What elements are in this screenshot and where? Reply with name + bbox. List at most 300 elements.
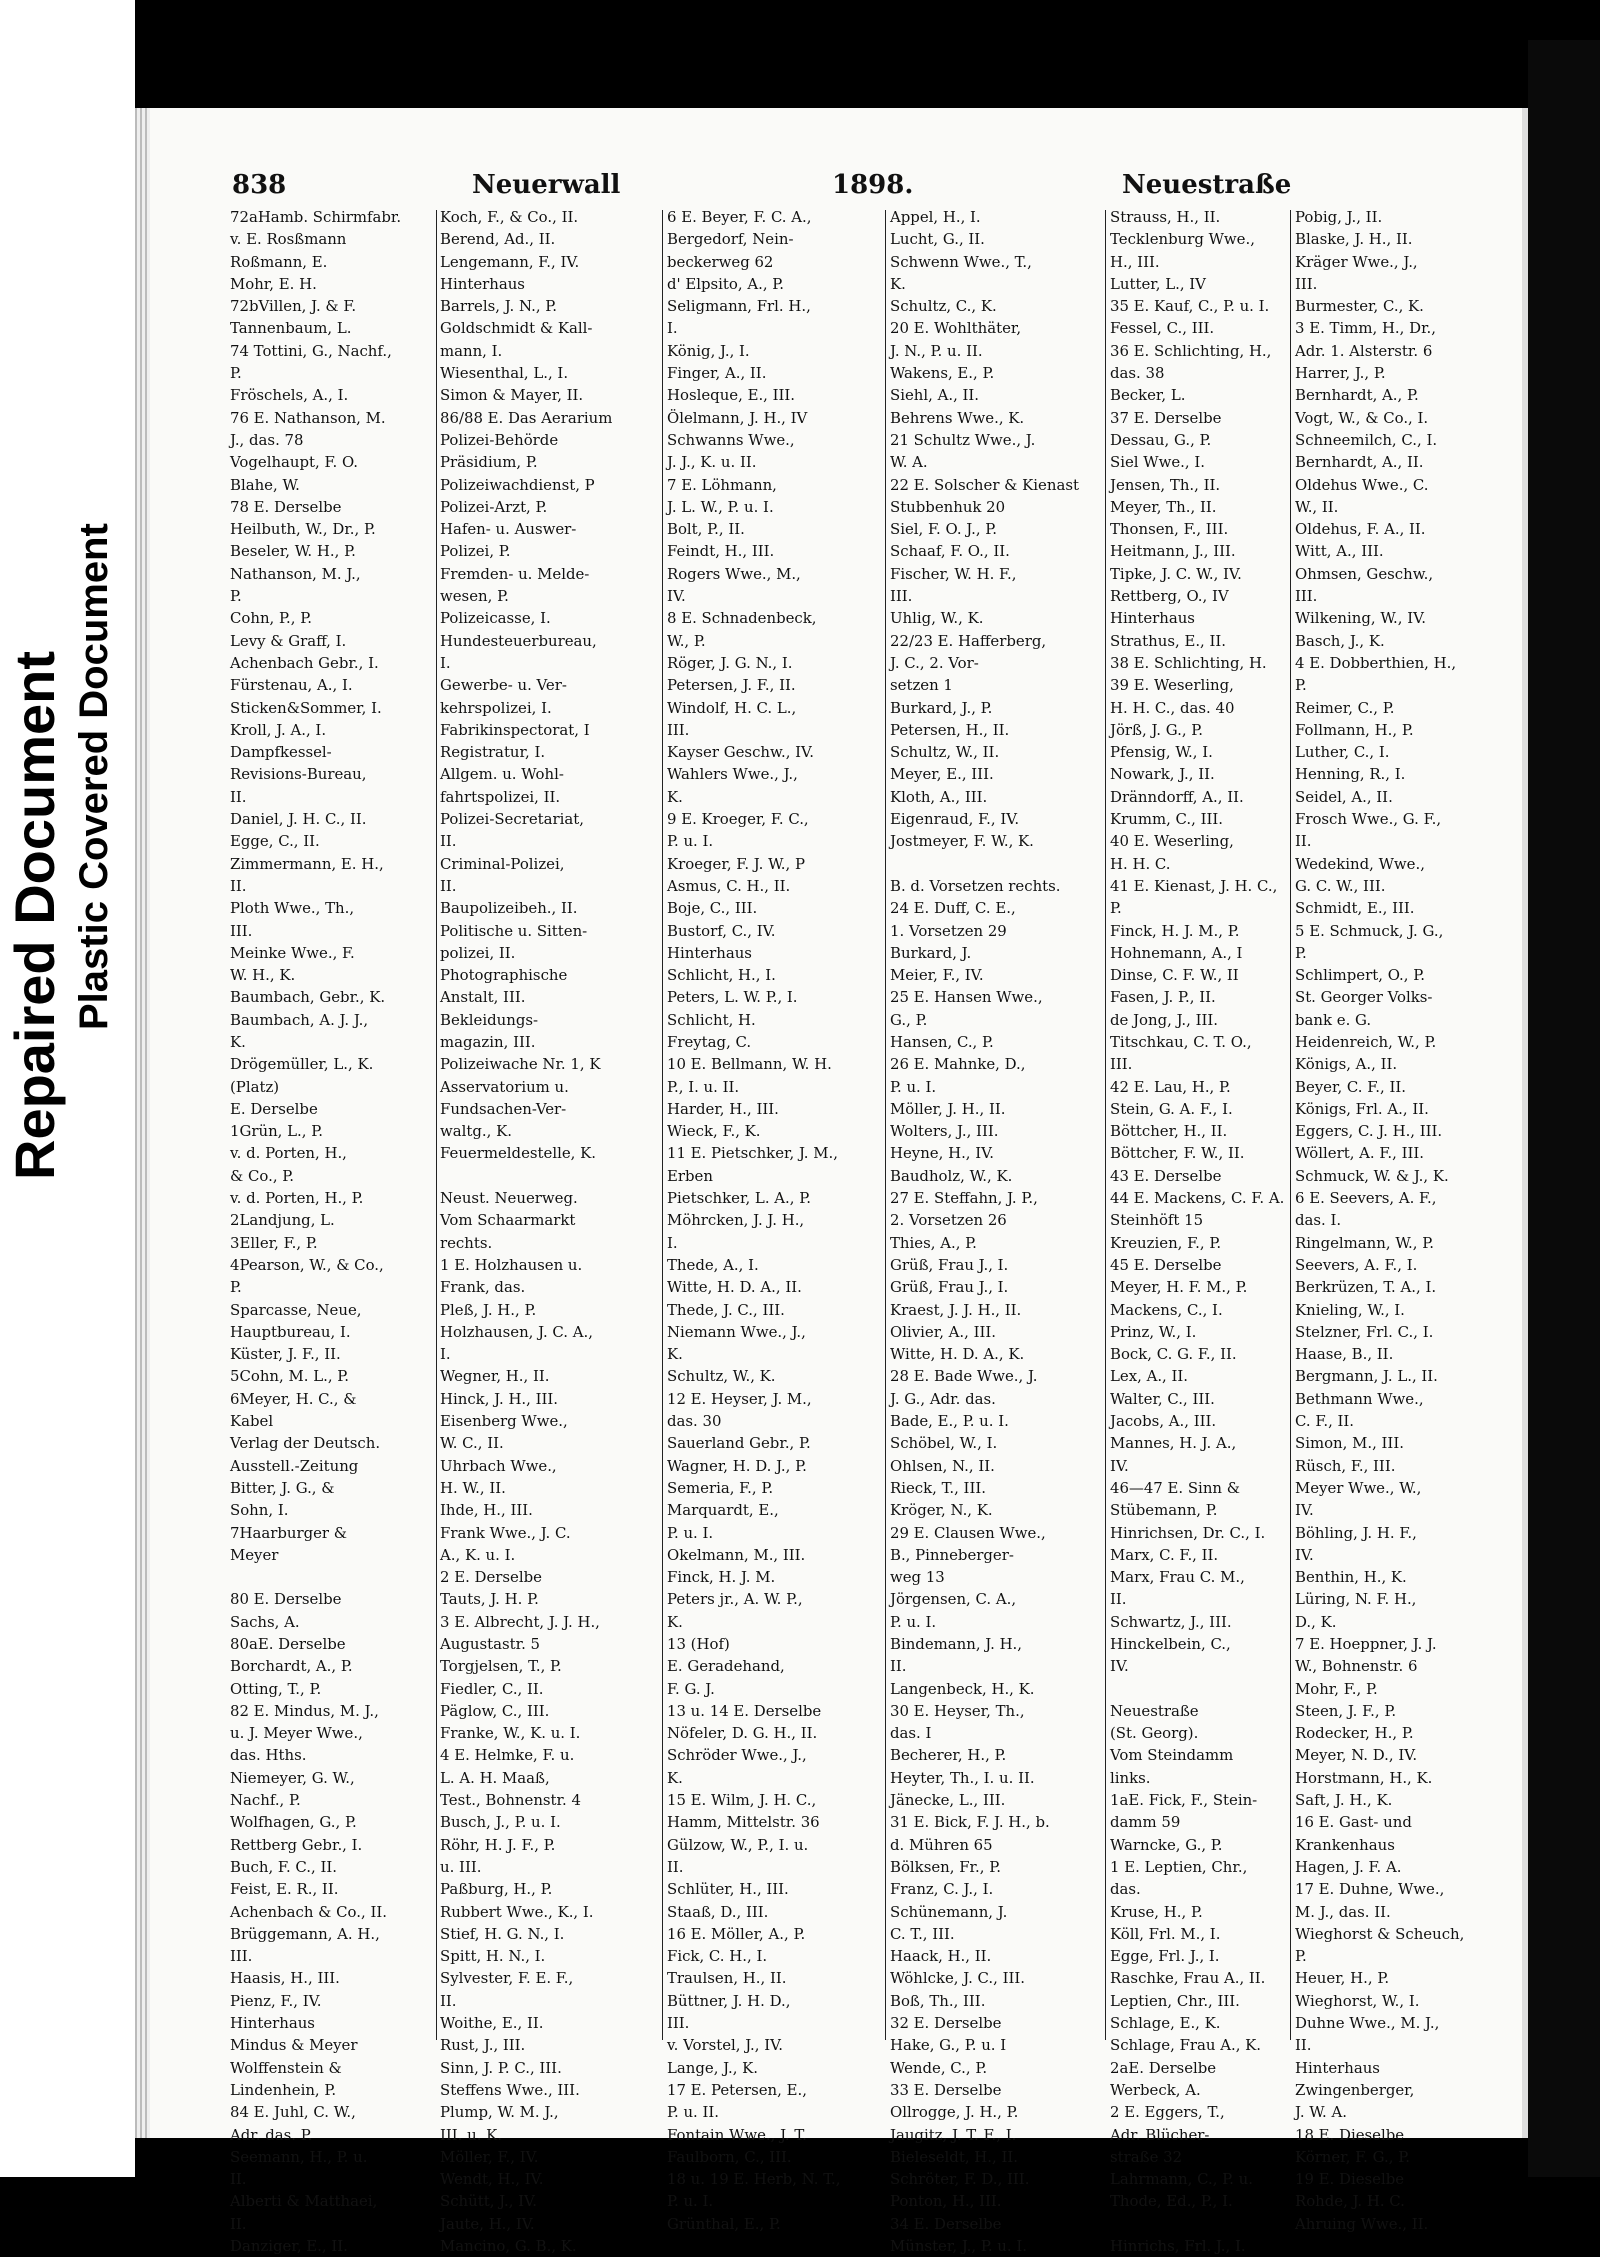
directory-entry-line: Finck, H. J. M., P. <box>1110 921 1240 940</box>
directory-entry-line: Rodecker, H., P. <box>1295 1724 1414 1743</box>
directory-entry-line: C. F., II. <box>1295 1412 1355 1431</box>
directory-entry-line: 82 E. Mindus, M. J., <box>230 1701 379 1720</box>
directory-entry-line: Langenbeck, H., K. <box>890 1679 1035 1698</box>
directory-entry-line: Ollrogge, J. H., P. <box>890 2103 1019 2122</box>
directory-entry-line: Duhne Wwe., M. J., <box>1295 2014 1440 2033</box>
directory-entry-line: Bindemann, J. H., <box>890 1635 1023 1653</box>
directory-entry-line: Schwartz, J., III. <box>1110 1612 1232 1631</box>
directory-entry-line: Möhrcken, J. J. H., <box>667 1211 805 1230</box>
directory-entry-line: Rogers Wwe., M., <box>667 564 801 583</box>
directory-entry-line: das. 38 <box>1110 364 1165 383</box>
directory-entry-line: Siehl, A., II. <box>890 386 980 405</box>
directory-entry-line: 76 E. Nathanson, M. <box>230 408 386 427</box>
directory-entry-line: Fundsachen-Ver- <box>440 1099 567 1118</box>
directory-entry-line: Siel, F. O. J., P. <box>890 520 998 539</box>
directory-entry-line: v. Vorstel, J., IV. <box>667 2036 784 2055</box>
directory-entry-line: 86/88 E. Das Aerarium <box>440 408 613 427</box>
directory-entry-line: Schröter, F. D., III. <box>890 2170 1030 2189</box>
directory-entry-line: 80aE. Derselbe <box>230 1635 346 1653</box>
directory-entry-line: Schlicht, H., I. <box>667 966 776 985</box>
directory-entry-line: J. L. W., P. u. I. <box>667 497 774 516</box>
directory-entry-line: 72bVillen, J. & F. <box>230 297 357 316</box>
directory-entry-line: Haase, B., II. <box>1295 1345 1394 1364</box>
directory-entry-line: Koch, F., & Co., II. <box>440 208 579 226</box>
directory-entry-line: 38 E. Schlichting, H. <box>1110 653 1267 672</box>
directory-entry-line: Anstalt, III. <box>440 988 526 1007</box>
directory-entry-line: K. <box>667 1768 683 1787</box>
directory-entry-line: Hinterhaus <box>230 2014 315 2033</box>
directory-entry-line: Hinterhaus <box>1110 609 1195 628</box>
directory-entry-line: Hansen, C., P. <box>890 1032 994 1051</box>
directory-entry-line: II. <box>1295 832 1312 851</box>
column-rule <box>885 210 886 2040</box>
directory-entry-line: Bustorf, C., IV. <box>667 921 776 940</box>
directory-entry-line: Witte, H. D. A., K. <box>890 1345 1025 1364</box>
directory-entry-line: Königs, Frl. A., II. <box>1295 1099 1429 1118</box>
directory-entry-line: Mancino, G. B., K. <box>440 2237 577 2256</box>
directory-entry-line: 5 E. Schmuck, J. G., <box>1295 921 1444 940</box>
directory-entry-line: Windolf, H. C. L., <box>667 698 797 717</box>
directory-entry-line: 3Eller, F., P. <box>230 1233 318 1252</box>
directory-entry-line: 1Grün, L., P. <box>230 1122 323 1141</box>
directory-entry-line: Augustastr. 5 <box>440 1635 541 1653</box>
directory-entry-line: Adr. 1. Alsterstr. 6 <box>1295 341 1433 360</box>
directory-entry-line: E. Derselbe <box>230 1099 318 1118</box>
directory-entry-line: Polizei, P. <box>440 542 511 561</box>
directory-entry-line: Tannenbaum, L. <box>230 319 352 338</box>
directory-entry-line: Wagner, H. D. J., P. <box>667 1456 807 1475</box>
directory-entry-line: B., Pinneberger- <box>890 1545 1014 1564</box>
directory-entry-line: Sylvester, F. E. F., <box>440 1969 574 1988</box>
directory-entry-line: Wegner, H., II. <box>440 1367 550 1386</box>
directory-entry-line: Wolters, J., III. <box>890 1122 999 1141</box>
directory-entry-line: rechts. <box>440 1233 493 1252</box>
directory-entry-line: Vom Schaarmarkt <box>440 1211 576 1230</box>
directory-entry-line: K. <box>667 1612 683 1631</box>
directory-entry-line: Burkard, J., P. <box>890 698 993 717</box>
directory-entry-line: Wakens, E., P. <box>890 364 995 383</box>
directory-entry-line: 72aHamb. Schirmfabr. <box>230 208 402 226</box>
directory-entry-line: Faulborn, C., III. <box>667 2147 792 2166</box>
directory-entry-line: Verlag der Deutsch. <box>230 1434 381 1453</box>
directory-entry-line: W., P. <box>667 631 706 650</box>
directory-entry-line: Fontain Wwe., J. T. <box>667 2125 807 2144</box>
directory-entry-line: das. <box>1110 1880 1141 1899</box>
directory-entry-line: 16 E. Möller, A., P. <box>667 1924 806 1943</box>
directory-entry-line: Marquardt, E., <box>667 1501 779 1520</box>
directory-entry-line: Jaugitz, J. T. F., I. <box>890 2125 1017 2144</box>
directory-entry-line: Brüggemann, A. H., <box>230 1924 380 1943</box>
directory-entry-line: Blaske, J. H., II. <box>1295 230 1413 249</box>
directory-entry-line: Heitmann, J., III. <box>1110 542 1236 561</box>
directory-entry-line: A., K. u. I. <box>440 1545 516 1564</box>
directory-entry-line: Achenbach & Co., II. <box>230 1902 387 1921</box>
directory-entry-line: Hamm, Mittelstr. 36 <box>667 1813 820 1832</box>
directory-entry-line: Königs, A., II. <box>1295 1055 1398 1074</box>
directory-entry-line: III. <box>667 720 690 739</box>
directory-entry-line: Hake, G., P. u. I <box>890 2036 1007 2055</box>
directory-entry-line: W. A. <box>890 453 928 472</box>
directory-entry-line: Heuer, H., P. <box>1295 1969 1390 1988</box>
directory-entry-line: 2Landjung, L. <box>230 1211 335 1230</box>
directory-entry-line: Fasen, J. P., II. <box>1110 988 1216 1007</box>
directory-entry-line: Haack, H., II. <box>890 1947 992 1966</box>
directory-entry-line: das. 30 <box>667 1412 722 1431</box>
directory-entry-line: Fessel, C., III. <box>1110 319 1215 338</box>
directory-entry-line: 7 E. Löhmann, <box>667 475 777 494</box>
directory-entry-line: Niemeyer, G. W., <box>230 1768 355 1787</box>
directory-entry-line: P. <box>230 587 242 606</box>
directory-entry-line: 42 E. Lau, H., P. <box>1110 1077 1231 1096</box>
directory-entry-line: Ringelmann, W., P. <box>1295 1233 1434 1252</box>
directory-entry-line: Roßmann, E. <box>230 252 328 271</box>
directory-entry-line: Schlüter, H., III. <box>667 1880 789 1899</box>
directory-entry-line: Jörgensen, C. A., <box>890 1590 1017 1609</box>
directory-entry-line: Harder, H., III. <box>667 1099 779 1118</box>
directory-entry-line: 4 E. Dobberthien, H., <box>1295 653 1457 672</box>
directory-entry-line: Krumm, C., III. <box>1110 810 1223 829</box>
directory-entry-line: III. <box>667 2014 690 2033</box>
directory-entry-line: Beseler, W. H., P. <box>230 542 356 561</box>
directory-entry-line: II. <box>440 876 457 895</box>
directory-entry-line: H. H. C. <box>1110 854 1171 873</box>
directory-entry-line: 18 u. 19 E. Herb, N. T., <box>667 2170 841 2189</box>
directory-entry-line: 39 E. Weserling, <box>1110 676 1234 695</box>
directory-entry-line: Kraest, J. J. H., II. <box>890 1300 1022 1319</box>
directory-entry-line: Peters, L. W. P., I. <box>667 988 798 1007</box>
directory-entry-line: v. d. Porten, H., <box>230 1144 347 1163</box>
directory-entry-line: III. <box>1295 587 1318 606</box>
directory-entry-line: 5Cohn, M. L., P. <box>230 1367 350 1386</box>
directory-entry-line: Lengemann, F., IV. <box>440 252 580 271</box>
directory-entry-line: Hundesteuerbureau, <box>440 631 597 650</box>
directory-entry-line: Pietschker, L. A., P. <box>667 1189 811 1208</box>
directory-entry-line: Hohnemann, A., I <box>1110 943 1243 962</box>
directory-entry-line: Schultz, W., II. <box>890 743 1000 762</box>
directory-entry-line: Hinrichsen, Dr. C., I. <box>1110 1523 1266 1542</box>
directory-entry-line: Drögemüller, L., K. <box>230 1055 374 1074</box>
directory-entry-line: 28 E. Bade Wwe., J. <box>890 1367 1038 1386</box>
directory-entry-line: Hauptbureau, I. <box>230 1322 351 1341</box>
directory-entry-line: damm 59 <box>1110 1813 1181 1832</box>
directory-entry-line: Mohr, E. H. <box>230 274 317 293</box>
directory-entry-line: IV. <box>1110 1657 1129 1676</box>
directory-entry-line: Haasis, H., III. <box>230 1969 340 1988</box>
directory-entry-line: Böttcher, H., II. <box>1110 1122 1228 1141</box>
directory-entry-line: Follmann, H., P. <box>1295 720 1414 739</box>
directory-entry-line: de Jong, J., III. <box>1110 1010 1218 1029</box>
directory-entry-line: kehrspolizei, I. <box>440 698 552 717</box>
directory-entry-line: Schmuck, W. & J., K. <box>1295 1166 1449 1185</box>
directory-entry-line: Hinck, J. H., III. <box>440 1389 559 1408</box>
directory-entry-line: Seidel, A., II. <box>1295 787 1393 806</box>
directory-entry-line: H. W., II. <box>440 1478 506 1497</box>
directory-entry-line: Feist, E. R., II. <box>230 1880 339 1899</box>
directory-entry-line: II. <box>440 1991 457 2010</box>
directory-entry-line: Torgjelsen, T., P. <box>440 1657 562 1676</box>
directory-entry-line: I. <box>440 653 451 672</box>
directory-entry-line: Photographische <box>440 966 568 985</box>
directory-entry-line: 78 E. Derselbe <box>230 497 342 516</box>
directory-entry-line: 84 E. Juhl, C. W., <box>230 2103 356 2122</box>
directory-entry-line: Gewerbe- u. Ver- <box>440 676 567 695</box>
directory-entry-line: 6Meyer, H. C., & <box>230 1389 357 1408</box>
directory-entry-line: 80 E. Derselbe <box>230 1590 342 1609</box>
directory-entry-line: Petersen, H., II. <box>890 720 1010 739</box>
directory-entry-line: II. <box>890 1657 907 1676</box>
directory-entry-line: 30 E. Heyser, Th., <box>890 1701 1025 1720</box>
directory-entry-line: Rohde, J. H. C. <box>1295 2192 1405 2211</box>
directory-entry-line: Stubbenhuk 20 <box>890 497 1006 516</box>
directory-entry-line: Eigenraud, F., IV. <box>890 810 1020 829</box>
directory-entry-line: J. J., K. u. II. <box>667 453 757 472</box>
directory-entry-line: Böttcher, F. W., II. <box>1110 1144 1245 1163</box>
directory-entry-line: 25 E. Hansen Wwe., <box>890 988 1043 1007</box>
directory-entry-line: 20 E. Wohlthäter, <box>890 319 1022 338</box>
directory-entry-line: J. N., P. u. II. <box>890 341 983 360</box>
directory-entry-line: Wieck, F., K. <box>667 1122 761 1141</box>
directory-entry-line: 21 Schultz Wwe., J. <box>890 430 1036 449</box>
directory-entry-line: u. III. <box>440 1857 482 1876</box>
directory-entry-line: 17 E. Duhne, Wwe., <box>1295 1880 1445 1899</box>
directory-entry-line: Polizeiwachdienst, P <box>440 475 595 494</box>
directory-entry-line: 34 E. Derselbe <box>890 2214 1002 2233</box>
directory-entry-line: Busch, J., P. u. I. <box>440 1813 561 1832</box>
directory-entry-line: 11 E. Pietschker, J. M., <box>667 1144 838 1163</box>
directory-entry-line: Egge, Frl. J., I. <box>1110 1947 1220 1966</box>
directory-entry-line: Stein, G. A. F., I. <box>1110 1099 1233 1118</box>
directory-entry-line: Goldschmidt & Kall- <box>440 319 593 338</box>
page-number: 838 <box>232 170 287 200</box>
directory-entry-line: IV. <box>1295 1545 1314 1564</box>
directory-entry-line: Böhling, J. H. F., <box>1295 1523 1417 1542</box>
directory-entry-line: Meyer, N. D., IV. <box>1295 1746 1418 1765</box>
directory-entry-line: Beyer, C. F., II. <box>1295 1077 1406 1096</box>
directory-entry-line: Tecklenburg Wwe., <box>1110 230 1255 249</box>
directory-entry-line: setzen 1 <box>890 676 953 695</box>
directory-entry-line: 22 E. Solscher & Kienast <box>890 475 1079 494</box>
directory-entry-line: v. E. Rosßmann <box>230 230 347 249</box>
directory-entry-line: Polizei-Behörde <box>440 430 559 449</box>
directory-entry-line: 7Haarburger & <box>230 1523 348 1542</box>
directory-entry-line: Leptien, Chr., III. <box>1110 1991 1240 2010</box>
directory-entry-line: Plump, W. M. J., <box>440 2103 559 2122</box>
directory-entry-line: d' Elpsito, A., P. <box>667 274 785 293</box>
directory-column-2 <box>440 206 646 2256</box>
directory-entry-line: Dränndorff, A., II. <box>1110 787 1244 806</box>
directory-entry-line: Lahrmann, C., P. u. <box>1110 2170 1253 2189</box>
directory-entry-line: Witte, H. D. A., II. <box>667 1278 802 1297</box>
directory-entry-line: Thede, A., I. <box>667 1255 759 1274</box>
directory-entry-line: Danziger, E., II. <box>230 2237 348 2256</box>
directory-entry-line: 40 E. Weserling, <box>1110 832 1234 851</box>
page-header <box>232 170 1512 210</box>
directory-entry-line: II. <box>230 787 247 806</box>
directory-entry-line: Asmus, C. H., II. <box>667 876 791 895</box>
directory-entry-line: Achenbach Gebr., I. <box>230 653 379 672</box>
directory-entry-line: Nöfeler, D. G. H., II. <box>667 1724 818 1743</box>
column-rule <box>1105 210 1106 2040</box>
directory-entry-line: Feindt, H., III. <box>667 542 775 561</box>
directory-entry-line: Freytag, C. <box>667 1032 752 1051</box>
directory-entry-line: 19 E. Dieselbe <box>1295 2170 1405 2189</box>
directory-entry-line: 13 u. 14 E. Derselbe <box>667 1701 822 1720</box>
directory-entry-line: Walter, C., III. <box>1110 1389 1215 1408</box>
directory-entry-line: links. <box>1110 1768 1151 1787</box>
directory-entry-line: Strauss, H., II. <box>1110 208 1221 226</box>
directory-entry-line: 15 E. Wilm, J. H. C., <box>667 1791 817 1810</box>
directory-entry-line: Marx, C. F., II. <box>1110 1545 1219 1564</box>
directory-entry-line: 3 E. Albrecht, J. J. H., <box>440 1612 600 1631</box>
directory-entry-line: Traulsen, H., II. <box>667 1969 787 1988</box>
directory-entry-line: Bernhardt, A., P. <box>1295 386 1419 405</box>
directory-entry-line: 2 E. Derselbe <box>440 1568 542 1587</box>
directory-entry-line: 37 E. Derselbe <box>1110 408 1222 427</box>
directory-entry-line: 1. Vorsetzen 29 <box>890 921 1007 940</box>
directory-entry-line: Adr. das. P. <box>230 2125 313 2144</box>
directory-entry-line: III. <box>230 921 253 940</box>
directory-entry-line: Kayser Geschw., IV. <box>667 743 814 762</box>
directory-entry-line: Schlage, Frau A., K. <box>1110 2036 1262 2055</box>
directory-entry-line: Franz, C. J., I. <box>890 1880 994 1899</box>
directory-entry-line: Knieling, W., I. <box>1295 1300 1405 1319</box>
directory-entry-line: W., II. <box>1295 497 1339 516</box>
directory-entry-line: Erben <box>667 1166 713 1185</box>
directory-entry-line: Mindus & Meyer <box>230 2036 358 2055</box>
directory-entry-line: Frank Wwe., J. C. <box>440 1523 571 1542</box>
directory-entry-line: Staaß, D., III. <box>667 1902 769 1921</box>
directory-entry-line: Daniel, J. H. C., II. <box>230 810 367 829</box>
directory-entry-line: Ponton, H., III. <box>890 2192 1002 2211</box>
directory-entry-line: Thede, J. C., III. <box>667 1300 785 1319</box>
directory-entry-line: Raschke, Frau A., II. <box>1110 1969 1266 1988</box>
directory-entry-line: Wolffenstein & <box>230 2058 342 2077</box>
directory-entry-line: G., P. <box>890 1010 928 1029</box>
directory-entry-line: Finck, H. J. M. <box>667 1568 776 1587</box>
directory-column-4 <box>890 206 1096 2256</box>
directory-entry-line: Präsidium, P. <box>440 453 538 472</box>
directory-entry-line: 7 E. Hoeppner, J. J. <box>1295 1635 1437 1653</box>
directory-entry-line: 35 E. Kauf, C., P. u. I. <box>1110 297 1270 316</box>
directory-entry-line: II. <box>230 2214 247 2233</box>
directory-entry-line: Alberti & Matthaei, <box>230 2192 378 2211</box>
directory-entry-line: Allgem. u. Wohl- <box>440 765 564 784</box>
directory-entry-line: Seemann, H., P. u. <box>230 2147 368 2166</box>
directory-entry-line: Bethmann Wwe., <box>1295 1389 1424 1408</box>
directory-entry-line: Schmidt, E., III. <box>1295 899 1415 918</box>
directory-entry-line: P. u. II. <box>667 2103 720 2122</box>
directory-entry-line: das. I <box>890 1724 932 1743</box>
directory-entry-line: 27 E. Steffahn, J. P., <box>890 1189 1038 1208</box>
directory-entry-line: Sauerland Gebr., P. <box>667 1434 811 1453</box>
directory-entry-line: Burmester, C., K. <box>1295 297 1424 316</box>
directory-entry-line: 1 E. Holzhausen u. <box>440 1255 583 1274</box>
directory-entry-line: Fischer, W. H. F., <box>890 564 1017 583</box>
directory-entry-line: 17 E. Petersen, E., <box>667 2080 807 2099</box>
directory-entry-line: P. u. I. <box>667 2192 714 2211</box>
directory-entry-line: J., das. 78 <box>230 430 304 449</box>
directory-entry-line: Ahruing Wwe., II. <box>1295 2214 1429 2233</box>
directory-entry-line: St. Georger Volks- <box>1295 988 1433 1007</box>
directory-entry-line: Wedekind, Wwe., <box>1295 854 1425 873</box>
directory-entry-line: Fiedler, C., II. <box>440 1679 544 1698</box>
directory-column-6 <box>1295 206 1501 2233</box>
directory-entry-line: Pobig, J., II. <box>1295 208 1383 226</box>
directory-entry-line: Boß, Th., III. <box>890 1991 986 2010</box>
directory-entry-line: Lutter, L., IV <box>1110 274 1206 293</box>
directory-entry-line: Vogt, W., & Co., I. <box>1295 408 1429 427</box>
directory-entry-line: Schwenn Wwe., T., <box>890 252 1032 271</box>
directory-entry-line: Kroeger, F. J. W., P <box>667 854 805 873</box>
directory-entry-line: 2 E. Eggers, T., <box>1110 2103 1225 2122</box>
directory-entry-line: Harrer, J., P. <box>1295 364 1386 383</box>
directory-entry-line: Petersen, J. F., II. <box>667 676 796 695</box>
directory-entry-line: 6 E. Beyer, F. C. A., <box>667 208 812 226</box>
directory-column-3 <box>667 206 873 2233</box>
directory-entry-line: Thonsen, F., III. <box>1110 520 1229 539</box>
directory-entry-line: Politische u. Sitten- <box>440 921 588 940</box>
directory-entry-line: II. <box>230 2170 247 2189</box>
directory-entry-line: Finger, A., II. <box>667 364 767 383</box>
directory-entry-line: wesen, P. <box>440 587 509 606</box>
directory-entry-line: P. <box>1295 676 1307 695</box>
directory-entry-line: 10 E. Bellmann, W. H. <box>667 1055 832 1074</box>
directory-entry-line: Baumbach, A. J. J., <box>230 1010 369 1029</box>
directory-entry-line: Baumbach, Gebr., K. <box>230 988 386 1007</box>
directory-entry-line: Mohr, F., P. <box>1295 1679 1378 1698</box>
directory-entry-line: Kabel <box>230 1412 274 1431</box>
directory-entry-line: Bieleseldt, H., II. <box>890 2147 1018 2166</box>
directory-entry-line: Thode, Ed., P., I. <box>1110 2192 1233 2211</box>
directory-entry-line: Zwingenberger, <box>1295 2080 1415 2099</box>
directory-entry-line: Möller, J. H., II. <box>890 1099 1006 1118</box>
directory-entry-line: Wahlers Wwe., J., <box>667 765 798 784</box>
directory-entry-line: Seevers, A. F., I. <box>1295 1255 1418 1274</box>
directory-entry-line: Vom Steindamm <box>1110 1746 1234 1765</box>
directory-entry-line: 8 E. Schnadenbeck, <box>667 609 817 628</box>
directory-entry-line: Dessau, G., P. <box>1110 430 1212 449</box>
directory-entry-line: Lange, J., K. <box>667 2058 759 2077</box>
directory-entry-line: Tauts, J. H. P. <box>440 1590 539 1609</box>
directory-entry-line: Otting, T., P. <box>230 1679 322 1698</box>
directory-entry-line: Sohn, I. <box>230 1501 289 1520</box>
directory-entry-line: 43 E. Derselbe <box>1110 1166 1222 1185</box>
directory-entry-line: Olivier, A., III. <box>890 1322 997 1341</box>
directory-entry-line: Dinse, C. F. W., II <box>1110 966 1239 985</box>
directory-entry-line: II. <box>1110 1590 1127 1609</box>
directory-entry-line: Heyter, Th., I. u. II. <box>890 1768 1035 1787</box>
directory-entry-line: Stübemann, P. <box>1110 1501 1218 1520</box>
directory-entry-line: Witt, A., III. <box>1295 542 1384 561</box>
directory-entry-line: I. <box>440 1345 451 1364</box>
directory-entry-line: Uhrbach Wwe., <box>440 1456 557 1475</box>
directory-entry-line <box>1110 1678 1316 1700</box>
directory-entry-line: III. <box>890 587 913 606</box>
directory-entry-line: Peters jr., A. W. P., <box>667 1590 803 1609</box>
directory-entry-line: Berkrüzen, T. A., I. <box>1295 1278 1437 1297</box>
directory-entry-line: Meyer Wwe., W., <box>1295 1478 1422 1497</box>
directory-entry-line: Neuestraße <box>1110 1701 1199 1720</box>
directory-entry-line: Sinn, J. P. C., III. <box>440 2058 562 2077</box>
directory-entry-line: Boje, C., III. <box>667 899 758 918</box>
directory-entry-line: Fürstenau, A., I. <box>230 676 353 695</box>
directory-entry-line: I. <box>667 1233 678 1252</box>
directory-entry-line: Pleß, J. H., P. <box>440 1300 537 1319</box>
directory-entry-line: Küster, J. F., II. <box>230 1345 341 1364</box>
directory-entry-line: d. Mühren 65 <box>890 1835 993 1854</box>
directory-column-5 <box>1110 206 1316 2256</box>
directory-entry-line: Schütt, J., IV. <box>440 2192 537 2211</box>
